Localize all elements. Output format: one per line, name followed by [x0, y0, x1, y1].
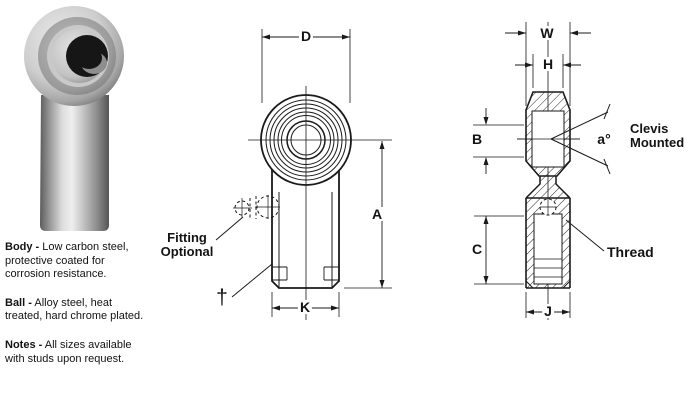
dim-label-b: B [471, 131, 483, 147]
thread-leader-line [566, 220, 604, 251]
note-body-text: Low carbon steel, protective coated for corrosion resistance. [5, 241, 129, 281]
thread-bore [534, 214, 562, 284]
front-view-drawing [216, 29, 392, 320]
angle-label: a° [597, 131, 611, 147]
fitting-optional-callout [150, 231, 224, 259]
note-notes-label: Notes - [5, 338, 43, 351]
thread-callout: Thread [607, 244, 654, 260]
note-body [5, 241, 147, 282]
note-notes [5, 339, 147, 366]
dagger-footnote-symbol: † [216, 286, 228, 309]
thread-relief-marks [272, 267, 339, 280]
dim-label-h: H [542, 56, 554, 72]
note-body-label: Body - [5, 241, 40, 253]
fitting-callout-line1: Fitting [167, 230, 207, 245]
material-notes [5, 241, 147, 381]
dim-label-j: J [544, 303, 552, 319]
note-ball-text: Alloy steel, heat treated, hard chrome plated. [5, 296, 144, 323]
dim-label-a: A [371, 206, 383, 222]
dim-label-w: W [540, 25, 554, 41]
neck-section-hatched [526, 176, 570, 198]
clevis-callout-line2: Mounted [630, 135, 685, 150]
dim-label-c: C [471, 241, 483, 257]
note-ball [5, 297, 147, 324]
dim-label-d: D [300, 28, 312, 44]
dim-label-k: K [299, 299, 311, 315]
note-notes-text: All sizes available with studs upon request. [5, 338, 132, 365]
dagger-leader-line [232, 264, 272, 297]
note-ball-label: Ball - [5, 296, 32, 309]
grease-fitting-optional [233, 195, 280, 219]
dimension-a [344, 141, 392, 288]
clevis-callout-line1: Clevis [630, 121, 669, 136]
fitting-callout-line2: Optional [160, 244, 214, 259]
clevis-mounted-callout [630, 122, 694, 150]
